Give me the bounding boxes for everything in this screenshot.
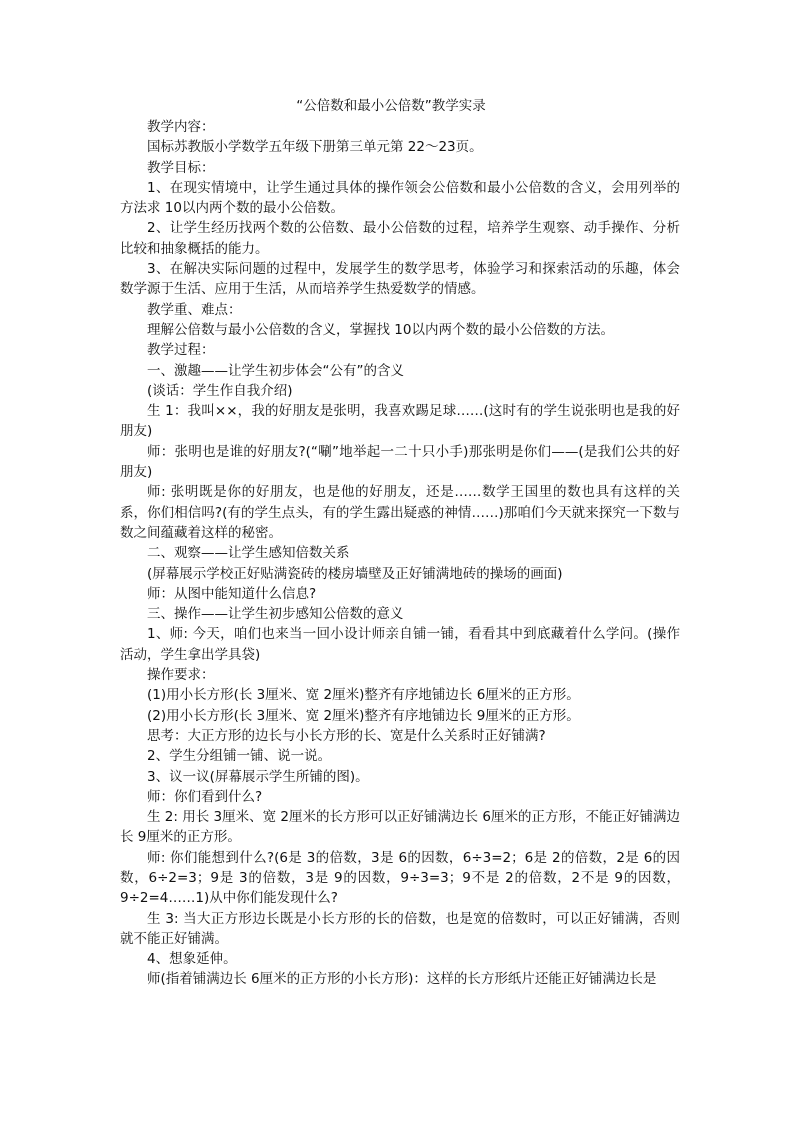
text-line: 三、操作——让学生初步感知公倍数的意义	[147, 606, 404, 623]
paragraph: 3、在解决实际问题的过程中，发展学生的数学思考，体验学习和探索活动的乐趣，体会数学源于生活、应用于生活，从而培养学生热爱数学的情感。	[120, 261, 680, 298]
paragraph: 1、师: 今天，咱们也来当一回小设计师亲自铺一铺，看看其中到底藏着什么学问。(操作活动，学生拿出学具袋)	[120, 626, 680, 663]
paragraph: 师: 你们能想到什么?(6是 3的倍数，3是 6的因数，6÷3=2；6是 2的倍数，2是 6的因数，6÷2=3；9是 3的倍数，3是 9的因数，9÷3=3；9不是 2的倍数，2不是 9的因数，9÷2=4……1)从中你们能发现什么?	[120, 849, 680, 907]
paragraph: 生 2: 用长 3厘米、宽 2厘米的长方形可以正好铺满边长 6厘米的正方形，不能正好铺满边长 9厘米的正方形。	[120, 809, 680, 846]
document-title: “公倍数和最小公倍数”教学实录	[296, 98, 486, 114]
paragraph: 2、让学生经历找两个数的公倍数、最小公倍数的过程，培养学生观察、动手操作、分析比较和抽象概括的能力。	[120, 220, 680, 257]
document-page	[120, 96, 680, 990]
text-line: 教学过程：	[147, 342, 215, 359]
text-line: (1)用小长方形(长 3厘米、宽 2厘米)整齐有序地铺边长 6厘米的正方形。	[147, 687, 580, 704]
paragraph: 生 3: 当大正方形边长既是小长方形的长的倍数，也是宽的倍数时，可以正好铺满，否则就不能正好铺满。	[120, 910, 680, 947]
text-line: (2)用小长方形(长 3厘米、宽 2厘米)整齐有序地铺边长 9厘米的正方形。	[147, 707, 580, 724]
paragraph: 生 1：我叫××，我的好朋友是张明，我喜欢踢足球……(这时有的学生说张明也是我的好朋友)	[120, 403, 680, 440]
paragraph: 师：张明也是谁的好朋友?(“唰”地举起一二十只小手)那张明是你们——(是我们公共的好朋友)	[120, 443, 680, 481]
text-line: (谈话：学生作自我介绍)	[147, 382, 293, 399]
text-line: 国标苏教版小学数学五年级下册第三单元第 22～23页。	[147, 139, 483, 156]
text-line: 操作要求：	[147, 667, 215, 684]
text-line: 师：从图中能知道什么信息?	[147, 585, 317, 602]
text-line: 教学目标：	[147, 159, 215, 176]
text-line: 二、观察——让学生感知倍数关系	[147, 545, 350, 562]
text-line: 思考：大正方形的边长与小长方形的长、宽是什么关系时正好铺满?	[147, 727, 546, 744]
document-body	[120, 117, 680, 990]
text-line: 师(指着铺满边长 6厘米的正方形的小长方形)：这样的长方形纸片还能正好铺满边长是	[147, 971, 657, 988]
text-line: 3、议一议(屏幕展示学生所铺的图)。	[147, 768, 369, 785]
text-line: 4、想象延伸。	[147, 951, 237, 968]
paragraph: 1、在现实情境中，让学生通过具体的操作领会公倍数和最小公倍数的含义，会用列举的方法求 10以内两个数的最小公倍数。	[120, 179, 680, 217]
text-line: 一、激趣——让学生初步体会“公有”的含义	[147, 362, 404, 379]
text-line: 2、学生分组铺一铺、说一说。	[147, 748, 332, 765]
text-line: 教学重、难点：	[147, 301, 242, 318]
text-line: (屏幕展示学校正好贴满瓷砖的楼房墙壁及正好铺满地砖的操场的画面)	[147, 565, 563, 582]
paragraph: 师: 张明既是你的好朋友，也是他的好朋友，还是……数学王国里的数也具有这样的关系，你们相信吗?(有的学生点头，有的学生露出疑惑的神情……)那咱们今天就来探究一下数与数之间蕴藏着这样的秘密。	[120, 484, 680, 541]
text-line: 师：你们看到什么?	[147, 788, 263, 805]
text-line: 理解公倍数与最小公倍数的含义，掌握找 10以内两个数的最小公倍数的方法。	[147, 321, 614, 338]
text-line: 教学内容：	[147, 119, 215, 135]
